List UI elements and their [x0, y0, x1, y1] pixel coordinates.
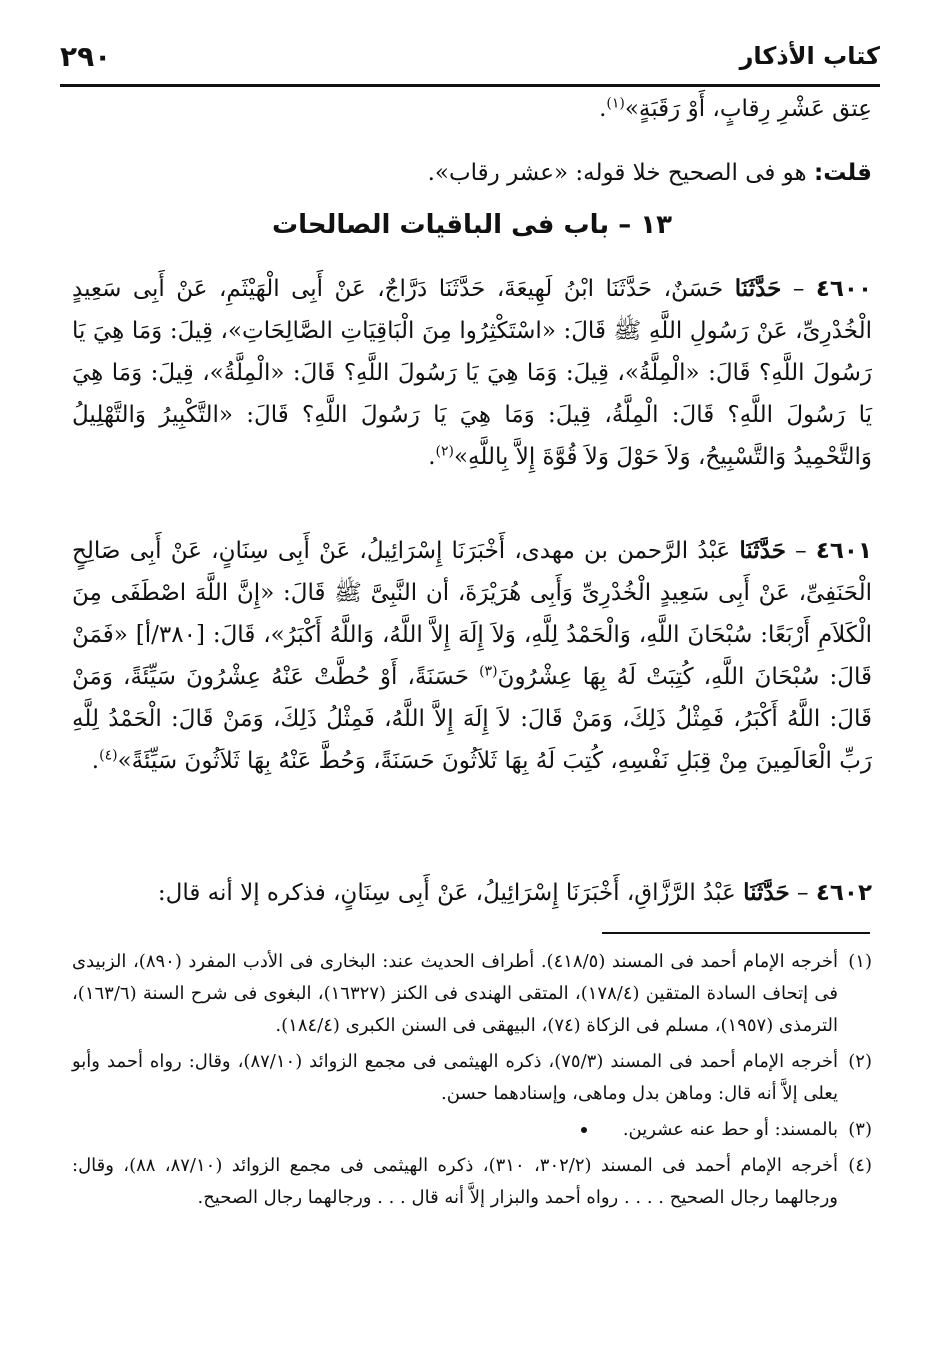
- footnote-text: بالمسند: أو حط عنه عشرين.: [622, 1119, 838, 1140]
- qult-label: قلت:: [814, 160, 872, 186]
- hadith-chain-start: حَدَّثَنَا: [734, 275, 782, 302]
- footnote-key: (٤): [848, 1155, 872, 1176]
- page-number: ٢٩٠: [60, 40, 112, 73]
- footnote-ref: (٢): [435, 443, 454, 460]
- ink-dot: [581, 1127, 587, 1133]
- book-title: كتاب الأذكار: [739, 42, 880, 70]
- hadith-end: .: [91, 748, 100, 774]
- hadith-text-b: حَسَنَةً، أَوْ حُطَّتْ عَنْهُ عِشْرُونَ سَيِّئَةً، وَمَنْ قَالَ: اللَّهُ أَكْبَرُ، فَمِثْلُ ذَلِكَ، وَمَنْ قَالَ: لاَ إِلَهَ إِلاَّ اللَّهُ، فَمِثْلُ ذَلِكَ، وَمَنْ قَالَ: الْحَمْدُ لِلَّهِ رَبِّ الْعَالَمِينَ مِنْ قِبَلِ نَفْسِهِ، كُتِبَ لَهُ بِهَا ثَلاَثُونَ حَسَنَةً، وَحُطَّ عَنْهُ بِهَا ثَلاَثُونَ سَيِّئَةً»: [72, 664, 872, 774]
- hadith-text-a: عَبْدُ الرَّحمن بن مهدى، أَخْبَرَنَا إِسْرَائِيلُ، عَنْ أَبِى سِنَانٍ، عَنْ أَبِى صَالِحٍ الْحَنَفِىِّ، عَنْ أَبِى سَعِيدٍ الْخُدْرِىِّ وَأَبِى هُرَيْرَةَ، أن النَّبِىَّ ﷺ قَالَ: «إِنَّ اللَّهَ اصْطَفَى مِنَ الْكَلاَمِ أَرْبَعًا: سُبْحَانَ اللَّهِ، وَالْحَمْدُ لِلَّهِ، وَلاَ إِلَهَ إِلاَّ اللَّهُ، وَاللَّهُ أَكْبَرُ»، قَالَ: [٣٨٠/أ] «فَمَنْ قَالَ: سُبْحَانَ اللَّهِ، كُتِبَتْ لَهُ بِهَا عِشْرُونَ: [72, 538, 873, 690]
- footnotes: [72, 946, 872, 1218]
- footnote-text: أخرجه الإمام أحمد فى المسند (٤١٨/٥). أطراف الحديث عند: البخارى فى الأدب المفرد (٨٩٠)، الزبيدى فى إتحاف السادة المتقين (١٧٨/٤)، المتقى الهندى فى الكنز (١٦٣٢٧)، البغوى فى شرح السنة (١٦٣/٦)، الترمذى (١٩٥٧)، مسلم فى الزكاة (٧٤)، البيهقى فى السنن الكبرى (١٨٤/٤).: [72, 951, 839, 1036]
- continuation-body: عِتق عَشْرِ رِقابٍ، أَوْ رَقَبَةٍ»: [624, 96, 872, 122]
- hadith-4602: ٤٦٠٢ – حَدَّثَنَا عَبْدُ الرَّزَّاقِ، أَخْبَرَنَا إِسْرَائِيلُ، عَنْ أَبِى سِنَانٍ، فذكره إلا أنه قال:: [157, 879, 872, 906]
- hadith-4600: ٤٦٠٠ – حَدَّثَنَا حَسَنٌ، حَدَّثَنَا ابْنُ لَهِيعَةَ، حَدَّثَنَا دَرَّاجٌ، عَنْ أَبِى الْهَيْثَمِ، عَنْ أَبِى سَعِيدٍ الْخُدْرِىِّ، عَنْ رَسُولِ اللَّهِ ﷺ قَالَ: «اسْتَكْثِرُوا مِنَ الْبَاقِيَاتِ الصَّالِحَاتِ»، قِيلَ: وَمَا هِيَ يَا رَسُولَ اللَّهِ؟ قَالَ: «الْمِلَّةُ»، قِيلَ: وَمَا هِيَ يَا رَسُولَ اللَّهِ؟ قَالَ: «الْمِلَّةُ»، قِيلَ: وَمَا هِيَ يَا رَسُولَ اللَّهِ؟ قَالَ: الْمِلَّةُ، قِيلَ: وَمَا هِيَ يَا رَسُولَ اللَّهِ؟ قَالَ: «التَّكْبِيرُ وَالتَّهْلِيلُ وَالتَّحْمِيدُ وَالتَّسْبِيحُ، وَلاَ حَوْلَ وَلاَ قُوَّةَ إِلاَّ بِاللَّهِ»$^{(٢)}$.: [72, 275, 873, 470]
- qult-note: [72, 152, 872, 194]
- footnote-ref: (٣): [479, 663, 498, 680]
- hadith-text: حَسَنٌ، حَدَّثَنَا ابْنُ لَهِيعَةَ، حَدَّثَنَا دَرَّاجٌ، عَنْ أَبِى الْهَيْثَمِ، عَنْ أَبِى سَعِيدٍ الْخُدْرِىِّ، عَنْ رَسُولِ اللَّهِ ﷺ قَالَ: «اسْتَكْثِرُوا مِنَ الْبَاقِيَاتِ الصَّالِحَاتِ»، قِيلَ: وَمَا هِيَ يَا رَسُولَ اللَّهِ؟ قَالَ: «الْمِلَّةُ»، قِيلَ: وَمَا هِيَ يَا رَسُولَ اللَّهِ؟ قَالَ: «الْمِلَّةُ»، قِيلَ: وَمَا هِيَ يَا رَسُولَ اللَّهِ؟ قَالَ: الْمِلَّةُ، قِيلَ: وَمَا هِيَ يَا رَسُولَ اللَّهِ؟ قَالَ: «التَّكْبِيرُ وَالتَّهْلِيلُ وَالتَّحْمِيدُ وَالتَّسْبِيحُ، وَلاَ حَوْلَ وَلاَ قُوَّةَ إِلاَّ بِاللَّهِ»: [72, 276, 872, 470]
- footnote-text: أخرجه الإمام أحمد فى المسند (٧٥/٣)، ذكره الهيثمى فى مجمع الزوائد (٨٧/١٠)، وقال: رواه أحمد وأبو يعلى إلاَّ أنه قال: وماهن بدل وماهى، وإسنادهما حسن.: [72, 1051, 838, 1104]
- hadith-end: .: [428, 444, 436, 470]
- hadith-chain-start: حَدَّثَنَا: [739, 537, 786, 564]
- continuation-end: .: [599, 96, 607, 122]
- hadith-number: ٤٦٠٠: [815, 276, 873, 302]
- footnote-ref: (٤): [99, 747, 118, 764]
- footnote-4: [72, 1150, 872, 1214]
- footnote-1: [72, 946, 872, 1042]
- page-header: [60, 36, 880, 80]
- footnote-separator: [602, 932, 870, 934]
- hadith-number: ٤٦٠١: [815, 538, 872, 564]
- qult-text: هو فى الصحيح خلا قوله: «عشر رقاب».: [427, 160, 807, 186]
- footnote-3: [72, 1114, 872, 1146]
- header-rule: [60, 84, 880, 87]
- footnote-ref: (١): [606, 95, 625, 112]
- footnote-key: (١): [848, 951, 872, 972]
- hadith-chain-start: حَدَّثَنَا: [743, 879, 790, 906]
- hadith-4601: ٤٦٠١ – حَدَّثَنَا عَبْدُ الرَّحمن بن مهدى، أَخْبَرَنَا إِسْرَائِيلُ، عَنْ أَبِى سِنَانٍ، عَنْ أَبِى صَالِحٍ الْحَنَفِىِّ، عَنْ أَبِى سَعِيدٍ الْخُدْرِىِّ وَأَبِى هُرَيْرَةَ، أن النَّبِىَّ ﷺ قَالَ: «إِنَّ اللَّهَ اصْطَفَى مِنَ الْكَلاَمِ أَرْبَعًا: سُبْحَانَ اللَّهِ، وَالْحَمْدُ لِلَّهِ، وَلاَ إِلَهَ إِلاَّ اللَّهُ، وَاللَّهُ أَكْبَرُ»، قَالَ: [٣٨٠/أ] «فَمَنْ قَالَ: سُبْحَانَ اللَّهِ، كُتِبَتْ لَهُ بِهَا عِشْرُونَ$^{(٣)}$ حَسَنَةً، أَوْ حُطَّتْ عَنْهُ عِشْرُونَ سَيِّئَةً، وَمَنْ قَالَ: اللَّهُ أَكْبَرُ، فَمِثْلُ ذَلِكَ، وَمَنْ قَالَ: لاَ إِلَهَ إِلاَّ اللَّهُ، فَمِثْلُ ذَلِكَ، وَمَنْ قَالَ: الْحَمْدُ لِلَّهِ رَبِّ الْعَالَمِينَ مِنْ قِبَلِ نَفْسِهِ، كُتِبَ لَهُ بِهَا ثَلاَثُونَ حَسَنَةً، وَحُطَّ عَنْهُ بِهَا ثَلاَثُونَ سَيِّئَةً»$^{(٤)}$.: [72, 537, 873, 774]
- hadith-text: عَبْدُ الرَّزَّاقِ، أَخْبَرَنَا إِسْرَائِيلُ، عَنْ أَبِى سِنَانٍ، فذكره إلا أنه قال:: [157, 880, 736, 906]
- continuation-text: [72, 88, 872, 130]
- footnote-2: [72, 1046, 872, 1110]
- footnote-text: أخرجه الإمام أحمد فى المسند (٣٠٢/٢، ٣١٠)، ذكره الهيثمى فى مجمع الزوائد (٨٧/١٠، ٨٨)، وقال: ورجالهما رجال الصحيح . . . . رواه أحمد والبزار إلاَّ أنه قال . . . ورجالهما رجال الصحيح.: [72, 1155, 839, 1208]
- footnote-key: (٣): [848, 1119, 872, 1140]
- footnote-key: (٢): [848, 1051, 872, 1072]
- section-heading: ١٣ – باب فى الباقيات الصالحات: [271, 210, 672, 240]
- hadith-number: ٤٦٠٢: [815, 880, 872, 906]
